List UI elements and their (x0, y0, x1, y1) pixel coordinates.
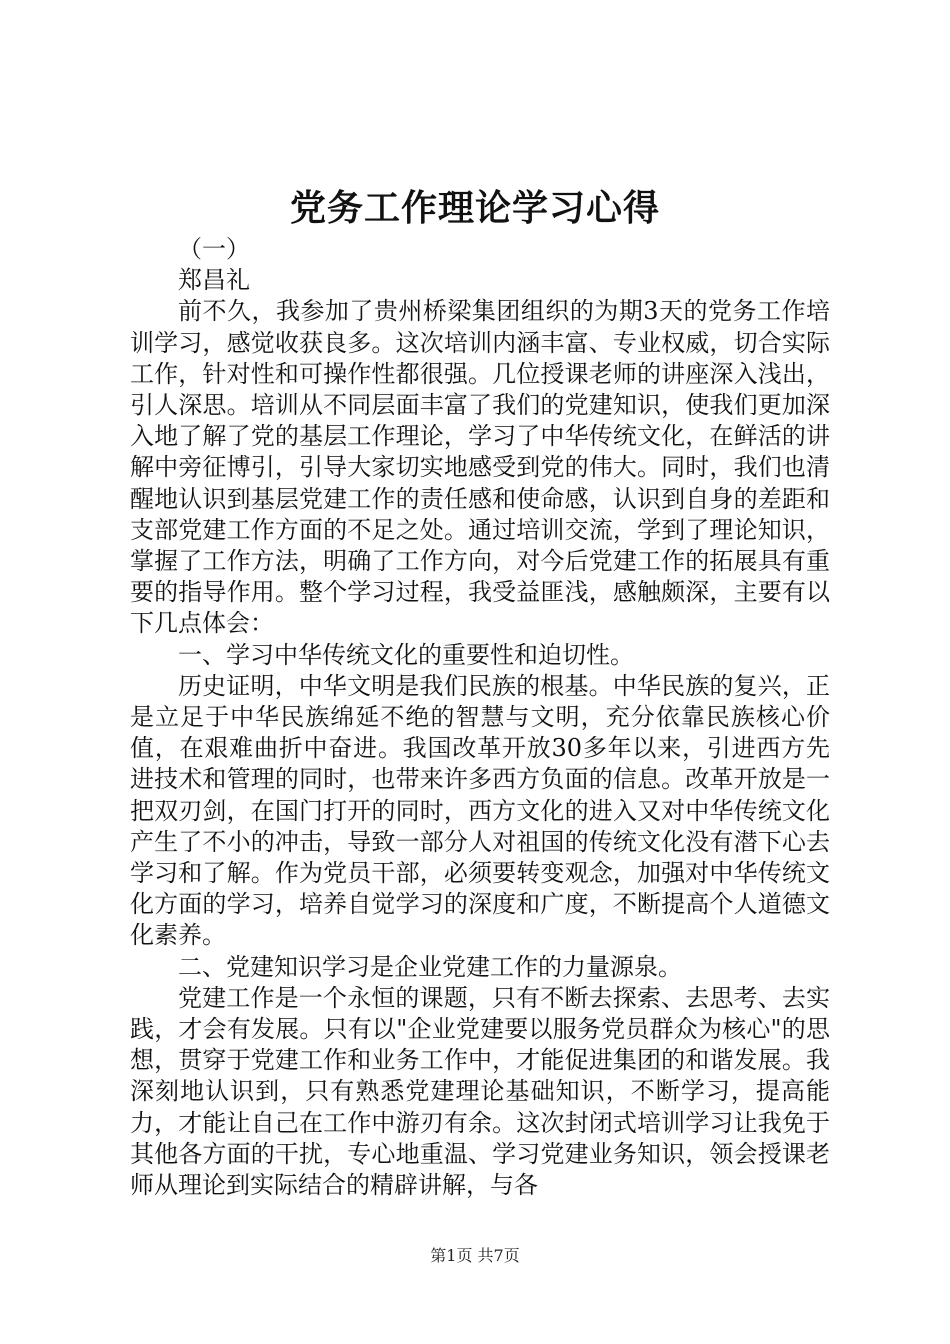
page-footer: 第1页 共7页 (430, 1246, 520, 1265)
document-body (130, 234, 830, 1201)
author-name: 郑昌礼 (178, 266, 250, 295)
paragraph-section-2: 党建工作是一个永恒的课题，只有不断去探索、去思考、去实践，才会有发展。只有以"企业党建要以服务党员群众为核心"的思想，贯穿于党建工作和业务工作中，才能促进集团的和谐发展。我深刻地认识到，只有熟悉党建理论基础知识，不断学习，提高能力，才能让自己在工作中游刃有余。这次封闭式培训学习让我免于其他各方面的干扰，专心地重温、学习党建业务知识，领会授课老师从理论到实际结合的精辟讲解，与各 (130, 983, 830, 1200)
paragraph-section-1: 历史证明，中华文明是我们民族的根基。中华民族的复兴，正是立足于中华民族绵延不绝的智慧与文明，充分依靠民族核心价值，在艰难曲折中奋进。我国改革开放30多年以来，引进西方先进技术和管理的同时，也带来许多西方负面的信息。改革开放是一把双刃剑，在国门打开的同时，西方文化的进入又对中华传统文化产生了不小的冲击，导致一部分人对祖国的传统文化没有潜下心去学习和了解。作为党员干部，必须要转变观念，加强对中华传统文化方面的学习，培养自觉学习的深度和广度，不断提高个人道德文化素养。 (130, 671, 830, 950)
paragraph-intro: 前不久，我参加了贵州桥梁集团组织的为期3天的党务工作培训学习，感觉收获良多。这次培训内涵丰富、专业权威，切合实际工作，针对性和可操作性都很强。几位授课老师的讲座深入浅出，引人深思。培训从不同层面丰富了我们的党建知识，使我们更加深入地了解了党的基层工作理论，学习了中华传统文化，在鲜活的讲解中旁征博引，引导大家切实地感受到党的伟大。同时，我们也清醒地认识到基层党建工作的责任感和使命感，认识到自身的差距和支部党建工作方面的不足之处。通过培训交流，学到了理论知识，掌握了工作方法，明确了工作方向，对今后党建工作的拓展具有重要的指导作用。整个学习过程，我受益匪浅，感触颇深，主要有以下几点体会： (130, 297, 830, 638)
section-marker: （一） (178, 235, 250, 263)
section-heading-1: 一、学习中华传统文化的重要性和迫切性。 (178, 640, 634, 669)
section-heading-2: 二、党建知识学习是企业党建工作的力量源泉。 (178, 952, 682, 981)
page-title: 党务工作理论学习心得 (289, 187, 660, 229)
